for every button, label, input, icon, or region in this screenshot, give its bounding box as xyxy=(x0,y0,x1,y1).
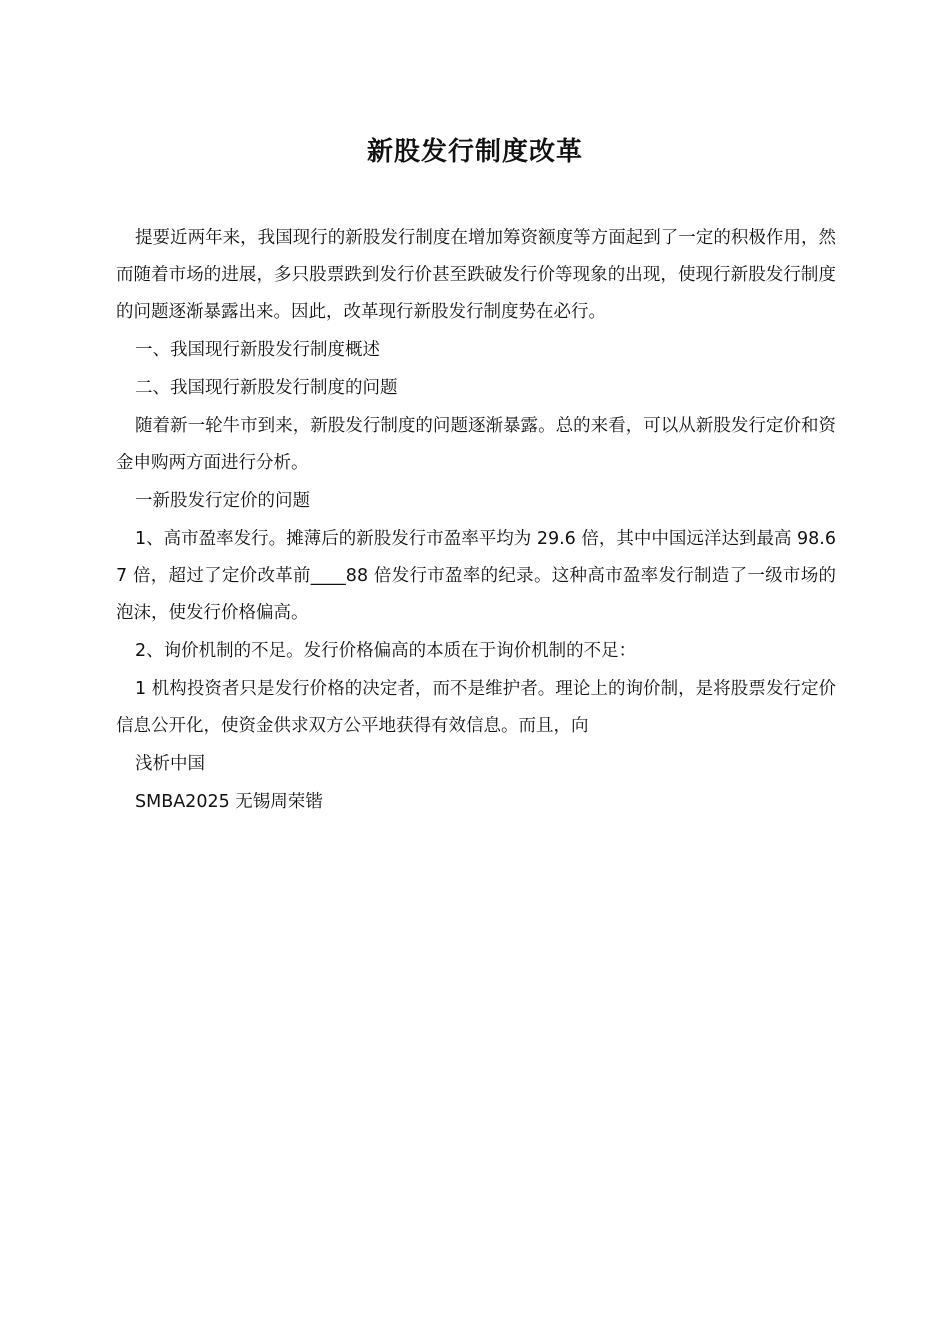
paragraph-subpoint-1: 1 机构投资者只是发行价格的决定者，而不是维护者。理论上的询价制，是将股票发行定价信息公开化，使资金供求双方公平地获得有效信息。而且，向 xyxy=(116,679,836,736)
document-title: 新股发行制度改革 xyxy=(366,137,583,167)
paragraph-intro: 随着新一轮牛市到来，新股发行制度的问题逐渐暴露。总的来看，可以从新股发行定价和资金申购两方面进行分析。 xyxy=(116,416,836,473)
subsection-heading-pricing: 一新股发行定价的问题 xyxy=(135,491,310,511)
paragraph-point-1: 1、高市盈率发行。摊薄后的新股发行市盈率平均为 29.6 倍，其中中国远洋达到最高 98.67 倍，超过了定价改革前____88 倍发行市盈率的纪录。这种高市盈率发行制造了一级市场的泡沫，使发行价格偏高。 xyxy=(116,529,836,623)
paragraph-fragment: 浅析中国 xyxy=(135,754,205,774)
section-heading-overview: 一、我国现行新股发行制度概述 xyxy=(135,340,380,360)
paragraph-abstract: 提要近两年来，我国现行的新股发行制度在增加筹资额度等方面起到了一定的积极作用，然而随着市场的进展，多只股票跌到发行价甚至跌破发行价等现象的出现，使现行新股发行制度的问题逐渐暴露出来。因此，改革现行新股发行制度势在必行。 xyxy=(116,228,836,322)
author-line: SMBA2025 无锡周荣锴 xyxy=(135,792,323,812)
paragraph-point-2: 2、询价机制的不足。发行价格偏高的本质在于询价机制的不足： xyxy=(135,641,637,661)
section-heading-problems: 二、我国现行新股发行制度的问题 xyxy=(135,378,398,398)
document-body xyxy=(116,220,836,822)
